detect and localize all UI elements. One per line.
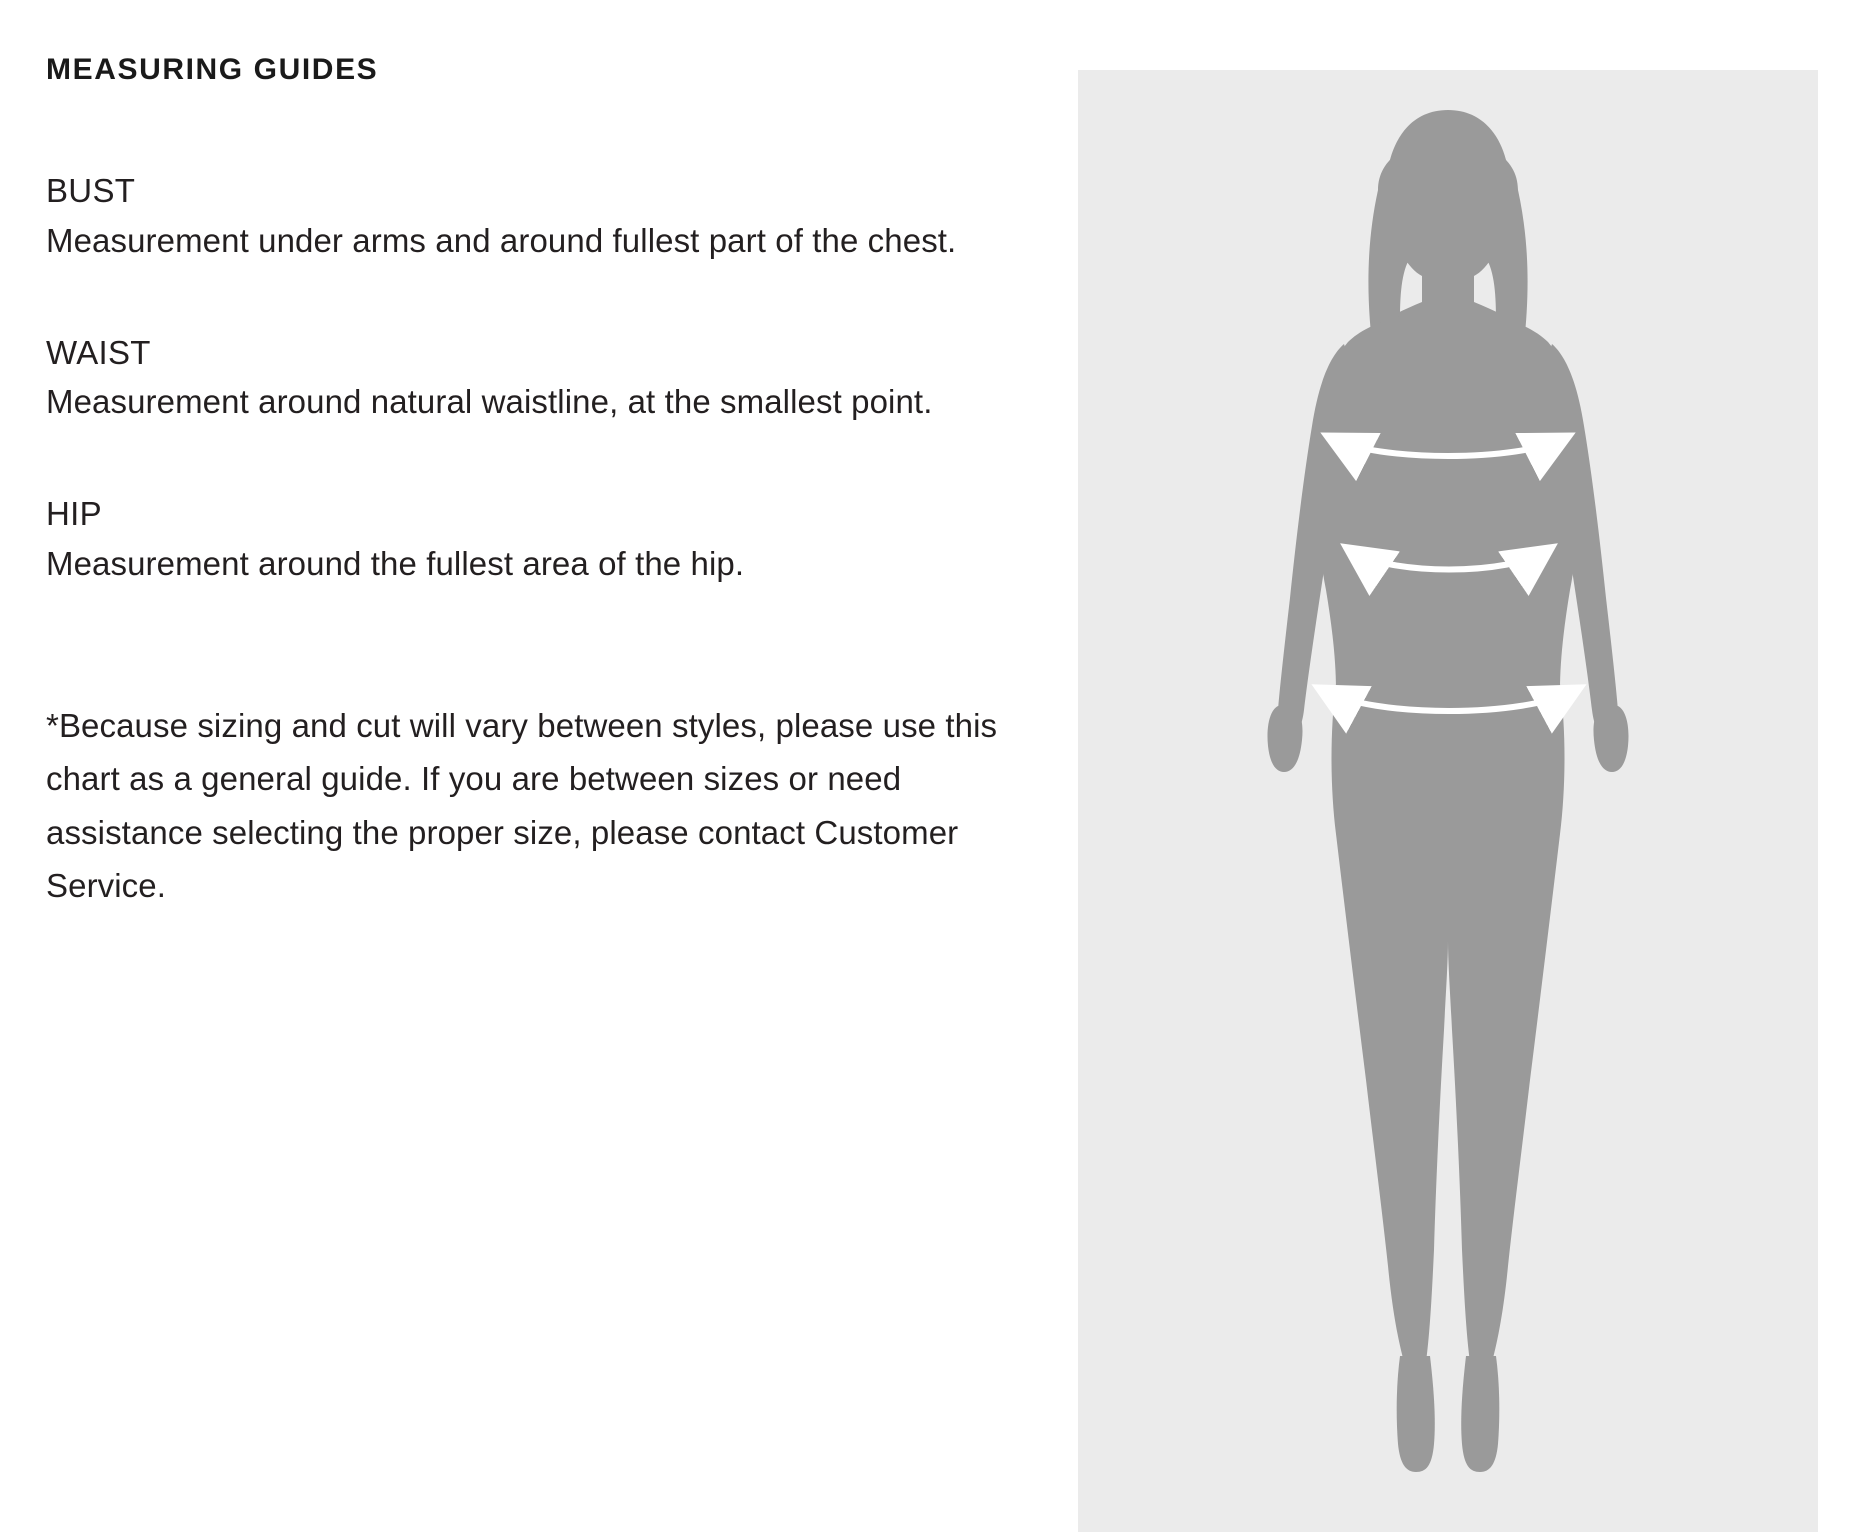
section-hip	[46, 489, 1046, 589]
sizing-disclaimer-note: *Because sizing and cut will vary between styles, please use this chart as a general guide. If you are between sizes or need assistance selecting the proper size, please contact Customer Service.	[46, 706, 998, 905]
body-figure-panel	[1078, 70, 1818, 1532]
page-title: MEASURING GUIDES	[46, 53, 379, 86]
section-description-hip: Measurement around the fullest area of the hip.	[46, 544, 745, 582]
section-term-hip: HIP	[46, 495, 102, 533]
text-column	[46, 52, 1046, 913]
section-description-waist: Measurement around natural waistline, at the smallest point.	[46, 383, 933, 421]
section-bust	[46, 166, 1046, 266]
section-term-bust: BUST	[46, 172, 136, 209]
section-description-bust: Measurement under arms and around fullest part of the chest.	[46, 221, 957, 259]
section-waist	[46, 328, 1046, 428]
section-term-waist: WAIST	[46, 333, 151, 371]
female-body-silhouette-icon	[1078, 70, 1818, 1532]
